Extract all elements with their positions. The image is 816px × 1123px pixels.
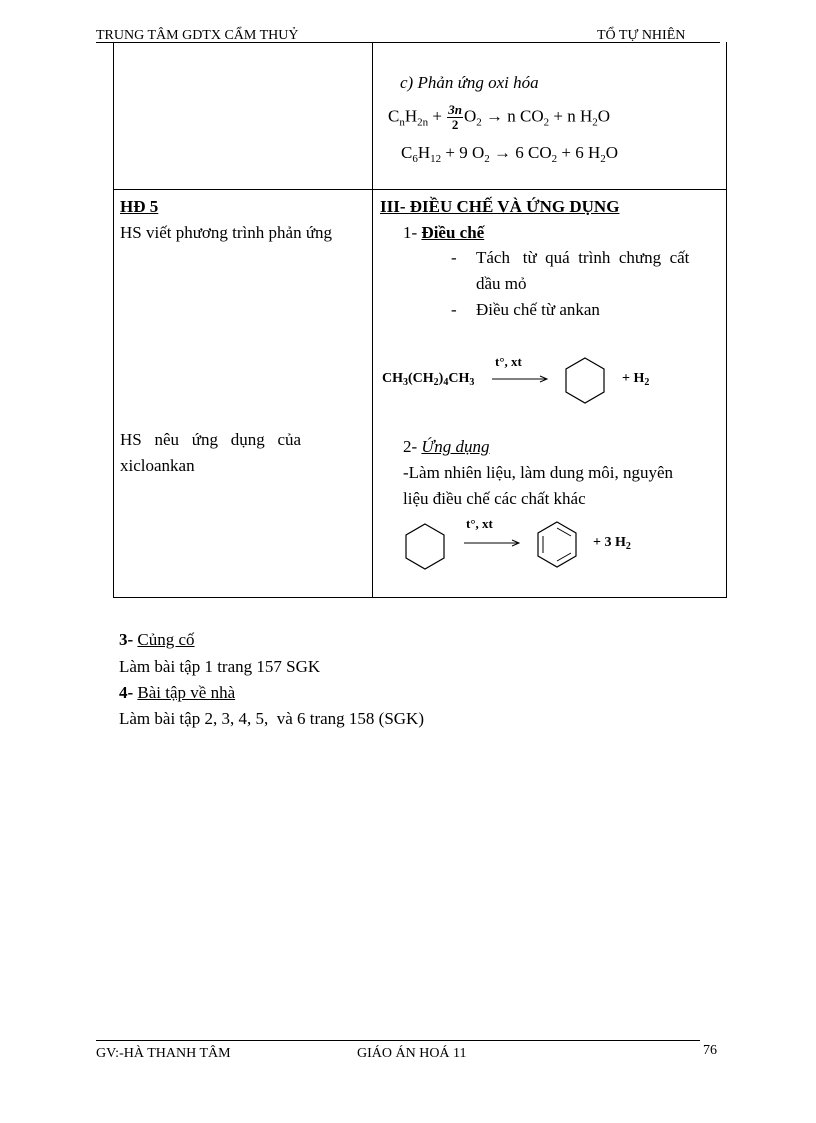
- homework-text: Làm bài tập 2, 3, 4, 5, và 6 trang 158 (SGK): [119, 709, 424, 728]
- rxn2-arrow: [464, 538, 522, 548]
- rxn1-paren: ): [438, 371, 444, 386]
- rxn1-h-sub: 2: [644, 377, 650, 388]
- eq1-sub-2c: 2: [592, 116, 598, 129]
- rxn1-plus-h: + H: [622, 371, 645, 386]
- header-department: TỔ TỰ NHIÊN: [597, 28, 686, 43]
- app-text-2: liệu điều chế các chất khác: [403, 489, 586, 508]
- student-task-applications-cont: xicloankan: [120, 456, 195, 475]
- eq1-sub-n: n: [399, 116, 405, 129]
- app-heading: [403, 437, 490, 457]
- prep-item-1-cont: dầu mỏ: [476, 274, 527, 293]
- table-right-border: [726, 42, 727, 598]
- rxn1-ch: CH: [382, 371, 403, 386]
- rxn1-s4: 3: [469, 377, 475, 388]
- benzene-ring: [535, 520, 579, 570]
- rxn2-condition: t°, xt: [466, 516, 493, 531]
- eq1-h: H: [404, 106, 418, 126]
- eq1-rest: + n H: [549, 106, 593, 126]
- rxn1-condition: t°, xt: [495, 354, 522, 369]
- eq1-sub-2a: 2: [476, 116, 482, 129]
- eq1-plus: +: [428, 106, 447, 126]
- rxn2-hydrogen: [593, 535, 631, 552]
- oxidation-heading: c) Phản ứng oxi hóa: [400, 73, 539, 92]
- rxn1-hydrogen: [622, 371, 649, 388]
- table-left-border: [113, 42, 114, 598]
- table-row-divider: [113, 189, 727, 190]
- consolidation-text: Làm bài tập 1 trang 157 SGK: [119, 657, 321, 676]
- eq1-o: O: [463, 106, 477, 126]
- cyclohexane-ring-reactant: [403, 522, 447, 572]
- homework-number: 4-: [119, 683, 138, 702]
- eq2-sub-2b: 2: [551, 153, 558, 165]
- section-title: III- ĐIỀU CHẾ VÀ ỨNG DỤNG: [380, 197, 620, 216]
- eq1-frac-den: 2: [451, 117, 459, 132]
- eq1-products: → n CO: [481, 106, 544, 126]
- eq2-mid: + 9 O: [441, 143, 485, 162]
- eq1-c: C: [388, 106, 400, 126]
- footer-page-number: 76: [703, 1043, 717, 1058]
- eq1-end: O: [597, 106, 611, 126]
- prep-item-1: Tách từ quá trình chưng cất: [476, 248, 690, 267]
- rxn1-arrow: [492, 374, 550, 384]
- cyclohexane-ring-product: [563, 356, 607, 406]
- eq2-sub12: 12: [430, 153, 442, 165]
- eq2-c: C: [401, 143, 413, 162]
- eq2-sub-2a: 2: [484, 153, 490, 165]
- eq1-frac-num: 3n: [448, 102, 462, 117]
- app-text-1: -Làm nhiên liệu, làm dung môi, nguyên: [403, 463, 674, 482]
- consolidation-heading: [119, 630, 195, 650]
- prep-dash-2: -: [451, 300, 457, 319]
- eq1-sub-2n: 2n: [417, 116, 429, 129]
- prep-heading: [403, 223, 484, 243]
- rxn1-s2: 2: [433, 377, 439, 388]
- rxn2-h-sub: 2: [625, 541, 631, 552]
- rxn1-ch2: (CH: [408, 371, 434, 386]
- footer-subject: GIÁO ÁN HOÁ 11: [357, 1046, 467, 1061]
- consolidation-label: Củng cố: [137, 630, 195, 649]
- student-task-equation: HS viết phương trình phản ứng: [120, 223, 333, 242]
- footer-teacher: GV:-HÀ THANH TÂM: [96, 1046, 231, 1061]
- eq1-fraction: [447, 103, 463, 132]
- app-number: 2-: [403, 437, 422, 456]
- rxn1-reactant: [382, 371, 474, 388]
- rxn1-s3: 4: [443, 377, 449, 388]
- oxidation-general-equation: [388, 103, 610, 132]
- eq2-arrow: → 6 CO: [489, 143, 552, 162]
- activity-label: HĐ 5: [120, 197, 159, 216]
- oxidation-hexane-equation: [401, 143, 618, 165]
- eq2-sub6: 6: [412, 153, 418, 165]
- eq2-h: H: [417, 143, 431, 162]
- prep-number: 1-: [403, 223, 422, 242]
- header-school: TRUNG TÂM GDTX CẨM THUỶ: [96, 28, 299, 43]
- homework-heading: [119, 683, 235, 703]
- eq2-end: O: [605, 143, 619, 162]
- prep-dash-1: -: [451, 248, 457, 267]
- eq2-sub-2c: 2: [600, 153, 606, 165]
- rxn2-plus-h: + 3 H: [593, 535, 626, 550]
- table-column-divider: [372, 42, 373, 598]
- rxn1-s1: 3: [403, 377, 408, 388]
- prep-item-2: Điều chế từ ankan: [476, 300, 600, 319]
- eq1-sub-2b: 2: [543, 116, 550, 129]
- table-bottom-border: [113, 597, 727, 598]
- homework-label: Bài tập về nhà: [137, 683, 236, 702]
- rxn1-ch-end: CH: [448, 371, 470, 386]
- prep-label: Điều chế: [421, 223, 485, 242]
- footer-rule: [96, 1040, 700, 1041]
- eq2-rest: + 6 H: [557, 143, 601, 162]
- consolidation-number: 3-: [119, 630, 138, 649]
- student-task-applications: HS nêu ứng dụng của: [120, 430, 302, 449]
- app-label: Ứng dụng: [421, 437, 490, 456]
